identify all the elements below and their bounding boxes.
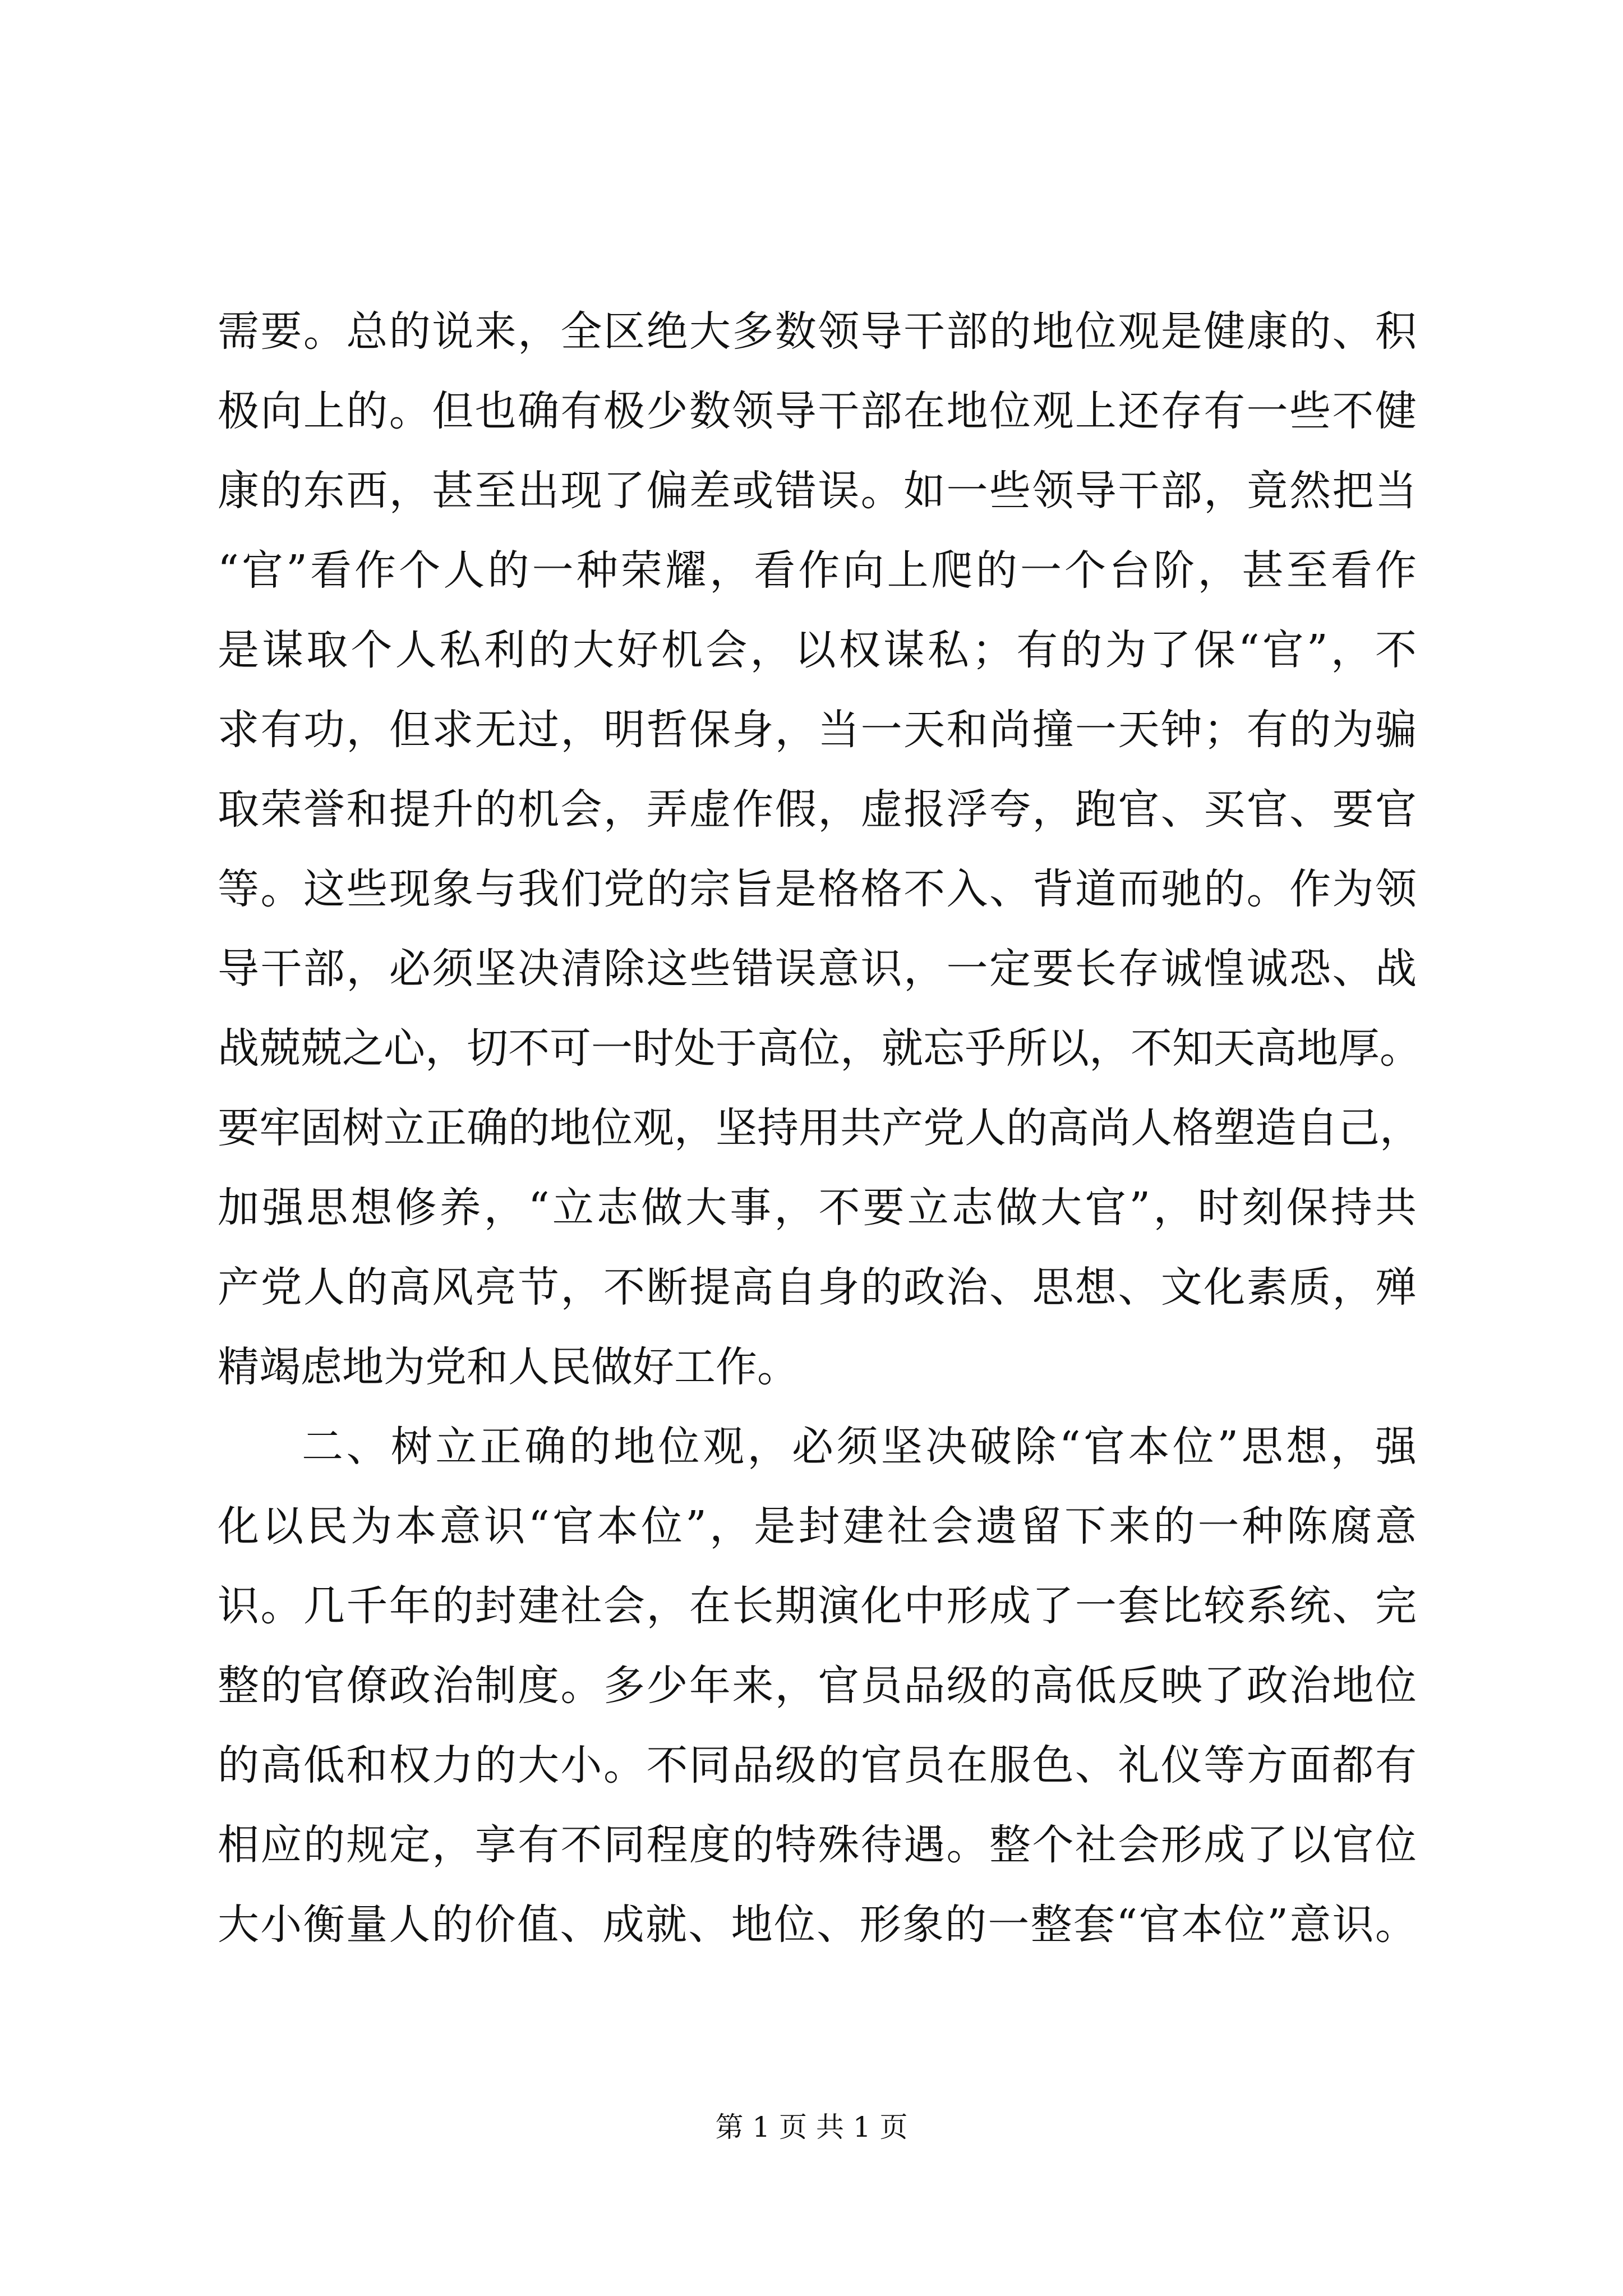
paragraph-heading-line: 二、树立正确的地位观，必须坚决破除“官本位”思想，强: [302, 1423, 1417, 1471]
text-line: 识。几千年的封建社会，在长期演化中形成了一套比较系统、完: [218, 1582, 1417, 1630]
text-line: 等。这些现象与我们党的宗旨是格格不入、背道而驰的。作为领: [218, 865, 1417, 913]
text-line: 加强思想修养，“立志做大事，不要立志做大官”，时刻保持共: [218, 1184, 1417, 1232]
text-line: “官”看作个人的一种荣耀，看作向上爬的一个台阶，甚至看作: [218, 546, 1417, 595]
body-text: [218, 292, 1421, 1964]
text-line: 整的官僚政治制度。多少年来，官员品级的高低反映了政治地位: [218, 1662, 1417, 1710]
page-number-label: 第 1 页 共 1 页: [715, 2111, 908, 2143]
text-line: 化以民为本意识“官本位”，是封建社会遗留下来的一种陈腐意: [218, 1502, 1417, 1550]
text-line: 的高低和权力的大小。不同品级的官员在服色、礼仪等方面都有: [218, 1741, 1417, 1789]
text-line: 取荣誉和提升的机会，弄虚作假，虚报浮夸，跑官、买官、要官: [218, 785, 1417, 834]
text-line: 产党人的高风亮节，不断提高自身的政治、思想、文化素质，殚: [218, 1263, 1417, 1312]
text-line: 康的东西，甚至出现了偏差或错误。如一些领导干部，竟然把当: [218, 467, 1417, 515]
text-line: 导干部，必须坚决清除这些错误意识，一定要长存诚惶诚恐、战: [218, 945, 1417, 993]
text-line: 战兢兢之心，切不可一时处于高位，就忘乎所以，不知天高地厚。: [218, 1024, 1421, 1073]
text-line: 精竭虑地为党和人民做好工作。: [218, 1343, 799, 1391]
text-line: 要牢固树立正确的地位观，坚持用共产党人的高尚人格塑造自己，: [218, 1104, 1421, 1152]
text-line: 是谋取个人私利的大好机会，以权谋私；有的为了保“官”，不: [218, 626, 1417, 674]
page-footer: [0, 2110, 1623, 2144]
text-line: 极向上的。但也确有极少数领导干部在地位观上还存有一些不健: [218, 387, 1417, 435]
text-line: 求有功，但求无过，明哲保身，当一天和尚撞一天钟；有的为骗: [218, 706, 1417, 754]
text-line: 大小衡量人的价值、成就、地位、形象的一整套“官本位”意识。: [218, 1901, 1417, 1949]
text-line: 相应的规定，享有不同程度的特殊待遇。整个社会形成了以官位: [218, 1821, 1417, 1869]
text-line: 需要。总的说来，全区绝大多数领导干部的地位观是健康的、积: [218, 307, 1417, 356]
